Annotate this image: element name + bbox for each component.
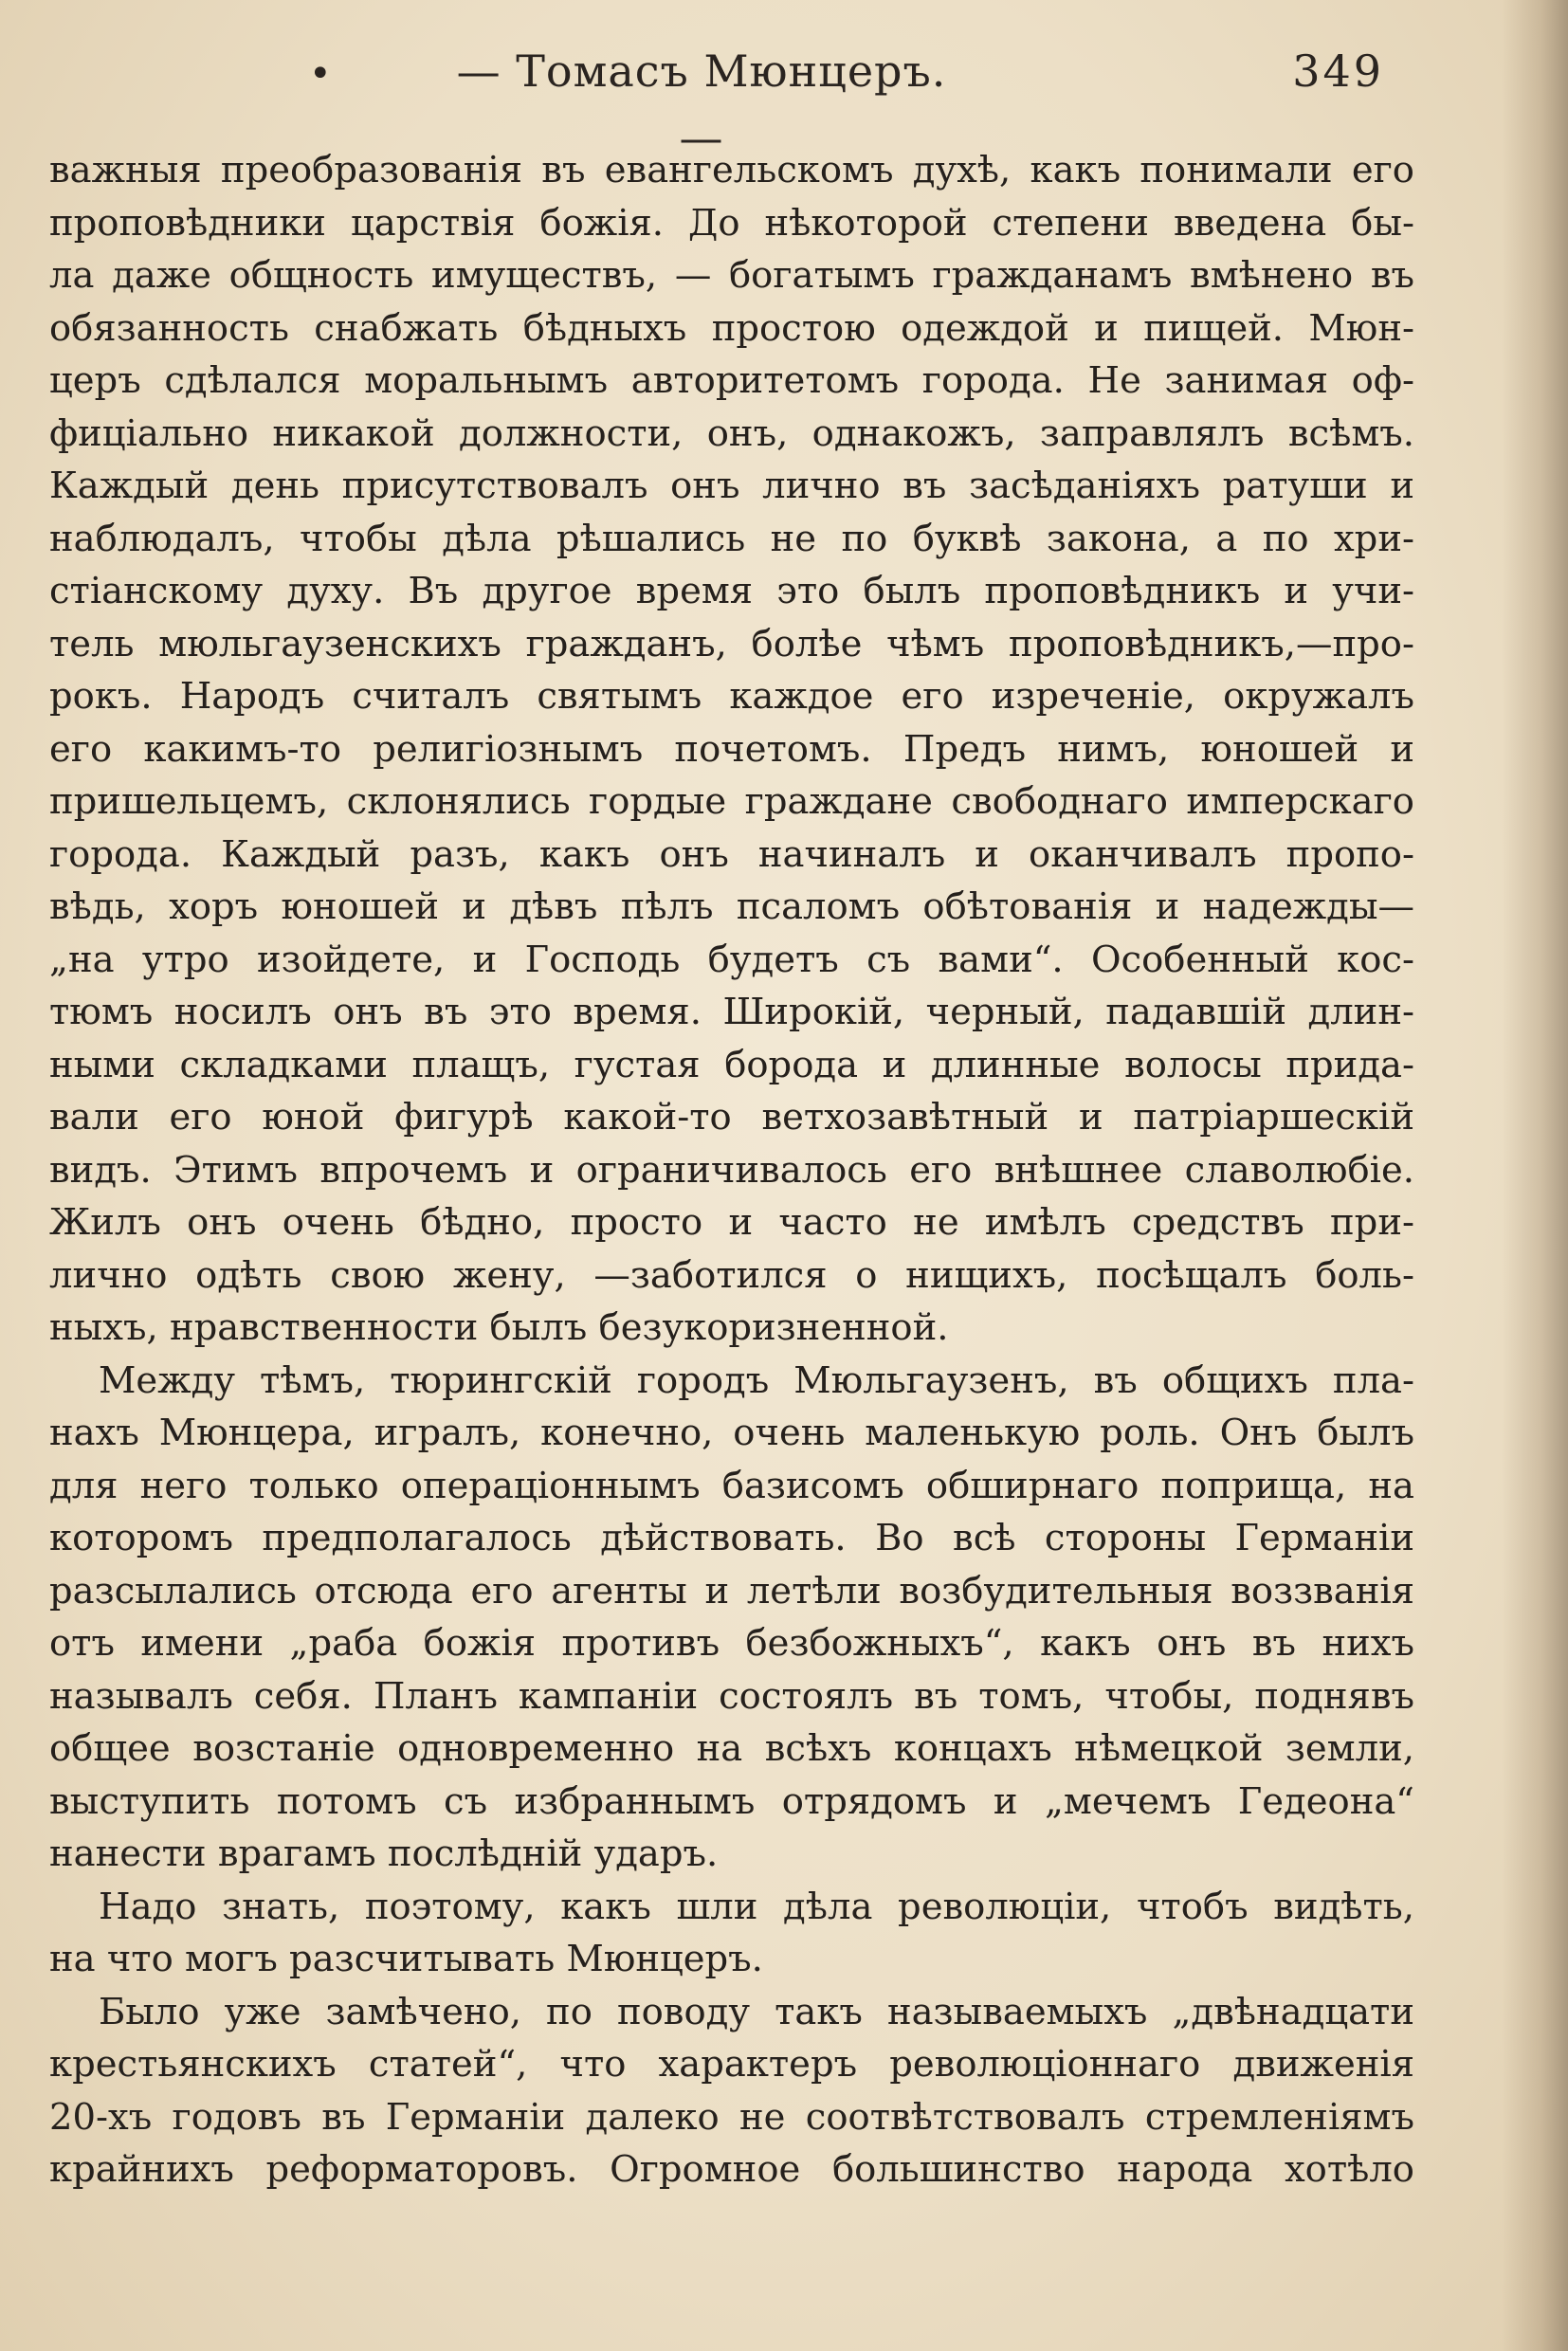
text-line: его какимъ-то религіознымъ почетомъ. Предъ нимъ, юношей и bbox=[49, 727, 1414, 771]
text-line: нахъ Мюнцера, игралъ, конечно, очень маленькую роль. Онъ былъ bbox=[49, 1412, 1414, 1454]
text-line: для него только операціоннымъ базисомъ обширнаго поприща, на bbox=[49, 1464, 1414, 1507]
text-line: Было уже замѣчено, по поводу такъ называемыхъ „двѣнадцати bbox=[99, 1990, 1414, 2033]
header-mark: • bbox=[309, 52, 332, 96]
text-line: отъ имени „раба божія противъ безбожныхъ“, какъ онъ въ нихъ bbox=[49, 1622, 1414, 1665]
running-header bbox=[0, 38, 1568, 163]
text-line: наблюдалъ, чтобы дѣла рѣшались не по буквѣ закона, а по хри- bbox=[49, 517, 1414, 560]
text-line: важныя преобразованія въ евангельскомъ духѣ, какъ понимали его bbox=[49, 149, 1414, 191]
gutter-shadow bbox=[1502, 0, 1568, 2351]
text-line: лично одѣть свою жену, —заботился о нищихъ, посѣщалъ боль- bbox=[49, 1253, 1414, 1297]
text-line: Между тѣмъ, тюрингскій городъ Мюльгаузенъ, въ общихъ пла- bbox=[99, 1358, 1414, 1402]
text-line: крайнихъ реформаторовъ. Огромное большинство народа хотѣло bbox=[49, 2148, 1414, 2191]
text-line: тель мюльгаузенскихъ гражданъ, болѣе чѣмъ проповѣдникъ,—про- bbox=[49, 622, 1414, 665]
text-line: тюмъ носилъ онъ въ это время. Широкій, черный, падавшій длин- bbox=[49, 991, 1414, 1033]
text-line: на что могъ разсчитывать Мюнцеръ. bbox=[49, 1938, 763, 1980]
text-line: нанести врагамъ послѣдній ударъ. bbox=[49, 1832, 719, 1875]
text-line: ла даже общность имуществъ, — богатымъ гражданамъ вмѣнено въ bbox=[49, 254, 1414, 297]
text-line: вѣдь, хоръ юношей и дѣвъ пѣлъ псаломъ обѣтованія и надежды— bbox=[49, 885, 1414, 928]
page-number: 349 bbox=[1292, 46, 1384, 97]
text-line: ными складками плащъ, густая борода и длинные волосы прида- bbox=[49, 1043, 1414, 1086]
text-line: обязанность снабжать бѣдныхъ простою одеждой и пищей. Мюн- bbox=[49, 306, 1414, 350]
text-line: разсылались отсюда его агенты и летѣли возбудительныя воззванія bbox=[49, 1569, 1414, 1613]
text-line: вали его юной фигурѣ какой-то ветхозавѣтный и патріаршескій bbox=[49, 1096, 1414, 1139]
text-line: церъ сдѣлался моральнымъ авторитетомъ города. Не занимая оф- bbox=[49, 359, 1414, 402]
text-line: общее возстаніе одновременно на всѣхъ концахъ нѣмецкой земли, bbox=[49, 1727, 1414, 1770]
text-line: стіанскому духу. Въ другое время это былъ проповѣдникъ и учи- bbox=[49, 570, 1414, 612]
body-text bbox=[49, 144, 1414, 2196]
text-line: пришельцемъ, склонялись гордые граждане свободнаго имперскаго bbox=[49, 780, 1414, 823]
text-line: видъ. Этимъ впрочемъ и ограничивалось его внѣшнее славолюбіе. bbox=[49, 1148, 1414, 1192]
text-line: крестьянскихъ статей“, что характеръ революціоннаго движенія bbox=[49, 2043, 1414, 2086]
text-line: 20-хъ годовъ въ Германіи далеко не соотвѣтствовалъ стремленіямъ bbox=[49, 2095, 1414, 2139]
text-line: фиціально никакой должности, онъ, однакожъ, заправлялъ всѣмъ. bbox=[49, 411, 1414, 455]
text-line: Надо знать, поэтому, какъ шли дѣла революціи, чтобъ видѣть, bbox=[99, 1885, 1414, 1928]
text-line: Жилъ онъ очень бѣдно, просто и часто не имѣлъ средствъ при- bbox=[49, 1201, 1414, 1244]
text-line: города. Каждый разъ, какъ онъ начиналъ и оканчивалъ пропо- bbox=[49, 832, 1414, 876]
text-line: называлъ себя. Планъ кампаніи состоялъ въ томъ, чтобы, поднявъ bbox=[49, 1674, 1414, 1718]
text-line: „на утро изойдете, и Господь будетъ съ вами“. Особенный кос- bbox=[49, 938, 1414, 981]
text-line: проповѣдники царствія божія. До нѣкоторой степени введена бы- bbox=[49, 201, 1414, 245]
text-line: рокъ. Народъ считалъ святымъ каждое его изреченіе, окружалъ bbox=[49, 675, 1414, 718]
paragraph bbox=[49, 1881, 1414, 1986]
paragraph bbox=[49, 144, 1414, 1355]
text-line: выступить потомъ съ избраннымъ отрядомъ и „мечемъ Гедеона“ bbox=[49, 1779, 1414, 1823]
text-line: ныхъ, нравственности былъ безукоризненной. bbox=[49, 1306, 949, 1349]
text-line: Каждый день присутствовалъ онъ лично въ засѣданіяхъ ратуши и bbox=[49, 465, 1414, 507]
paragraph bbox=[49, 1355, 1414, 1881]
text-line: которомъ предполагалось дѣйствовать. Во всѣ стороны Германіи bbox=[49, 1517, 1414, 1559]
running-title: — Томасъ Мюнцеръ. — bbox=[456, 46, 947, 163]
paragraph bbox=[49, 1986, 1414, 2196]
